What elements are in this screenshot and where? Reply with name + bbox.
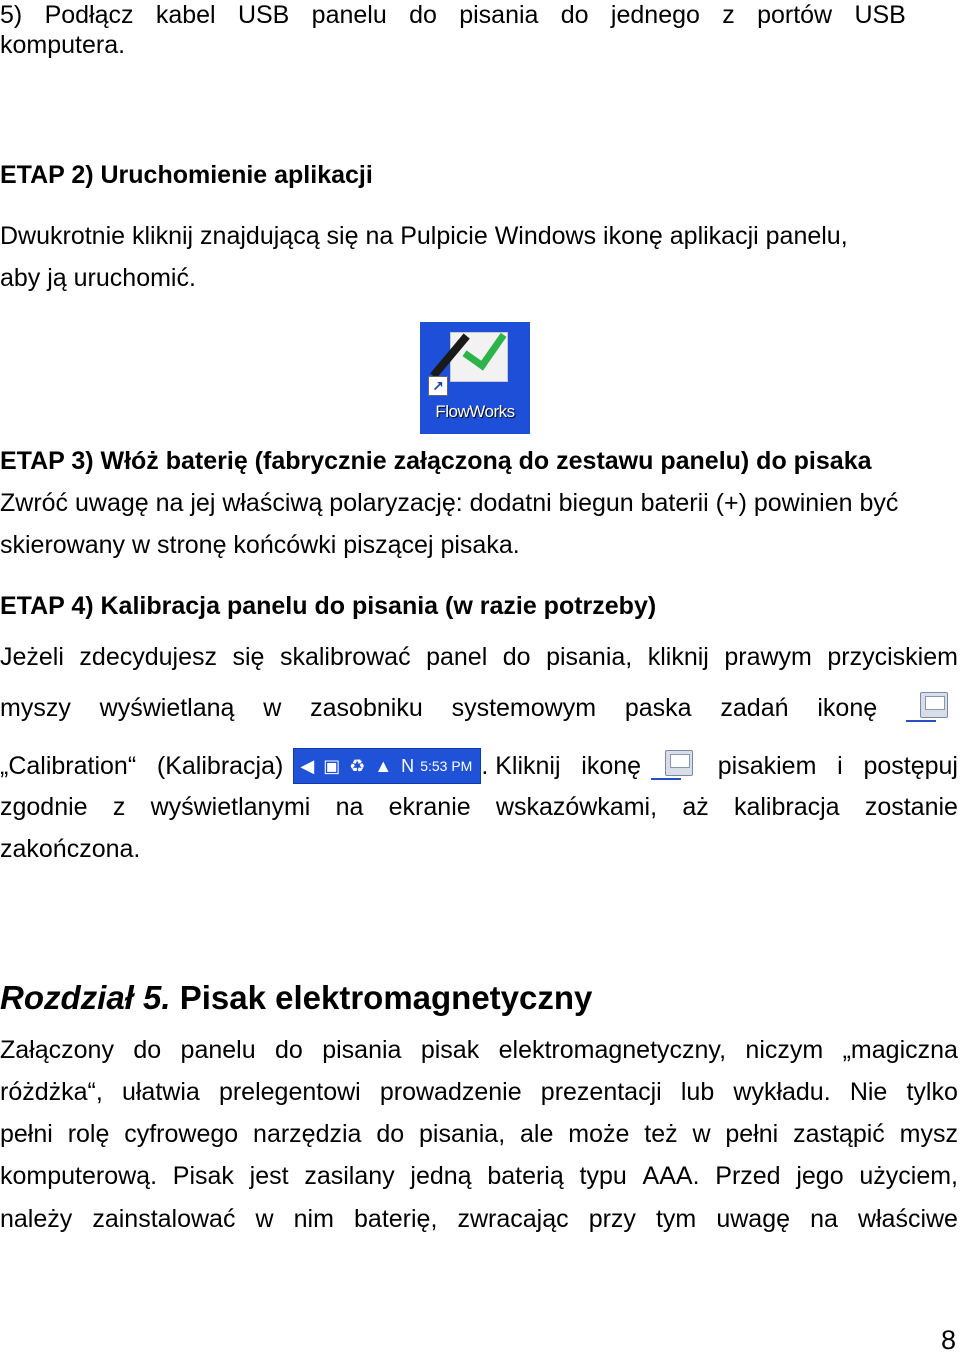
etap4-line4-word: zgodnie xyxy=(0,793,88,821)
etap2-line1: Dwukrotnie kliknij znajdującą się na Pulpicie Windows ikonę aplikacji panelu, xyxy=(0,222,848,250)
chapter-line1-word: do xyxy=(275,1036,303,1064)
chapter-line5-word: tym xyxy=(655,1205,697,1233)
chapter-line5-word: baterię, xyxy=(354,1205,438,1233)
etap4-line4-word: zostanie xyxy=(864,793,958,821)
chapter-line4-word: użyciem, xyxy=(859,1162,958,1190)
etap4-line1-word: się xyxy=(232,643,265,671)
chapter-line1-word: elektromagnetyczny, xyxy=(498,1036,727,1064)
chapter-line1-word: niczym xyxy=(745,1036,824,1064)
chapter-title: Pisak elektromagnetyczny xyxy=(170,979,593,1016)
chapter-line3-word: może xyxy=(568,1120,630,1148)
step5-line1-word: kabel xyxy=(155,1,216,29)
chapter-line2-word: lub xyxy=(680,1078,715,1106)
chapter-line5-word: właściwe xyxy=(857,1205,958,1233)
chapter-line2-word: prowadzenie xyxy=(379,1078,522,1106)
step5-line1-word: jednego xyxy=(610,1,700,29)
chapter-line1-word: „magiczna xyxy=(842,1036,958,1064)
shortcut-arrow-icon: ↗ xyxy=(428,376,448,396)
chapter-line2-word: ułatwia xyxy=(121,1078,200,1106)
etap2-heading: ETAP 2) Uruchomienie aplikacji xyxy=(0,161,373,189)
chapter-line4-word: AAA. xyxy=(642,1162,700,1190)
etap3-line1: Zwróć uwagę na jej właściwą polaryzację: dodatni biegun baterii (+) powinien być xyxy=(0,489,899,517)
calibration-quote: „Calibration“ xyxy=(0,752,137,780)
etap4-line1-word: do xyxy=(502,643,531,671)
chapter-line4 xyxy=(0,1161,958,1191)
step5-line1-word: do xyxy=(409,1,437,29)
chapter-line1-word: pisak xyxy=(420,1036,480,1064)
etap4-line1-word: prawym xyxy=(724,643,812,671)
chapter-line2-word: prezentacji xyxy=(540,1078,662,1106)
chapter-line4-word: jest xyxy=(249,1162,289,1190)
chapter-line3-word: rolę xyxy=(67,1120,110,1148)
chapter-line2-word: prelegentowi xyxy=(218,1078,361,1106)
chapter-heading xyxy=(0,980,958,1016)
etap4-line1-word: skalibrować xyxy=(279,643,411,671)
step5-line1-word: 5) xyxy=(0,1,23,29)
step5-line1-word: USB xyxy=(237,1,290,29)
etap4-line1-word: kliknij xyxy=(647,643,709,671)
etap4-line4-word: wskazówkami, xyxy=(495,793,658,821)
chapter-line2-word: różdżka“, xyxy=(0,1078,103,1106)
chapter-line5-word: nim xyxy=(293,1205,334,1233)
app-icon-caption: FlowWorks xyxy=(435,402,515,421)
chapter-line1-word: Załączony xyxy=(0,1036,114,1064)
chapter-line5-word: w xyxy=(255,1205,274,1233)
chapter-line3-word: w xyxy=(692,1120,711,1148)
step5-line1-word: panelu xyxy=(311,1,387,29)
etap3-heading: ETAP 3) Włóż baterię (fabrycznie załączoną do zestawu panelu) do pisaka xyxy=(0,447,872,475)
chapter-line3 xyxy=(0,1119,958,1149)
chapter-line5-word: przy xyxy=(588,1205,636,1233)
step5-line1-word: do xyxy=(560,1,589,29)
etap3-line2: skierowany w stronę końcówki piszącej pisaka. xyxy=(0,531,520,559)
etap4-line1-word: przyciskiem xyxy=(827,643,958,671)
etap4-line4-word: z xyxy=(112,793,126,821)
chapter-line5-word: należy xyxy=(0,1205,73,1233)
chapter-line4-word: Przed xyxy=(715,1162,781,1190)
etap4-line1-word: Jeżeli xyxy=(0,643,64,671)
etap4-line1-word: pisania, xyxy=(546,643,633,671)
etap4-line2-w3: zasobniku xyxy=(310,694,423,722)
etap4-line3-i: i xyxy=(837,752,843,780)
chapter-line5-word: uwagę xyxy=(716,1205,790,1233)
tray-clock: 5:53 PM xyxy=(420,758,473,774)
etap4-line2-w1: wyświetlaną xyxy=(99,694,235,722)
step5-line2: komputera. xyxy=(0,31,126,59)
etap4-line4-word: ekranie xyxy=(388,793,471,821)
etap4-line2 xyxy=(0,692,952,724)
chapter-line1-word: do xyxy=(133,1036,162,1064)
etap4-line2-w6: zadań xyxy=(720,694,789,722)
chapter-line2 xyxy=(0,1077,958,1107)
calibration-icon[interactable] xyxy=(906,692,952,724)
etap4-line2-w5: paska xyxy=(624,694,692,722)
etap4-line1-word: zdecydujesz xyxy=(79,643,217,671)
etap4-line3 xyxy=(0,748,958,784)
chapter-line3-word: mysz xyxy=(899,1120,958,1148)
step5-line1-word: pisania xyxy=(459,1,539,29)
etap4-line3-click: . Kliknij xyxy=(481,752,561,780)
etap4-line4-word: wyświetlanymi xyxy=(150,793,311,821)
etap4-line3-postepuj: postępuj xyxy=(863,752,958,780)
chapter-line4-word: komputerową. xyxy=(0,1162,158,1190)
chapter-line3-word: też xyxy=(644,1120,678,1148)
chapter-line3-word: do xyxy=(376,1120,405,1148)
chapter-line1-word: pisania xyxy=(322,1036,402,1064)
chapter-line3-word: ale xyxy=(520,1120,554,1148)
etap4-line2-w4: systemowym xyxy=(451,694,597,722)
etap4-line2-w2: w xyxy=(263,694,282,722)
chapter-line5-word: na xyxy=(810,1205,838,1233)
step5-line1 xyxy=(0,0,906,30)
chapter-line2-word: tylko xyxy=(906,1078,958,1106)
etap4-line4-word: na xyxy=(335,793,364,821)
etap4-heading: ETAP 4) Kalibracja panelu do pisania (w razie potrzeby) xyxy=(0,592,657,620)
chapter-line3-word: pełni xyxy=(725,1120,779,1148)
etap4-line1-word: panel xyxy=(426,643,488,671)
calibration-pl: (Kalibracja) xyxy=(156,752,284,780)
chapter-line1 xyxy=(0,1035,958,1065)
etap4-line2-w0: myszy xyxy=(0,694,71,722)
chapter-line2-word: wykładu. xyxy=(733,1078,831,1106)
etap4-line3-pisakiem: pisakiem xyxy=(717,752,817,780)
etap4-line3-icon-group xyxy=(581,750,697,782)
chapter-line2-word: Nie xyxy=(849,1078,888,1106)
chapter-line3-word: zastąpić xyxy=(793,1120,885,1148)
step5-line1-word: portów xyxy=(757,1,833,29)
chapter-line3-word: cyfrowego xyxy=(124,1120,239,1148)
chapter-line4-word: baterią xyxy=(487,1162,564,1190)
etap4-line5: zakończona. xyxy=(0,835,141,863)
chapter-line1-word: panelu xyxy=(180,1036,256,1064)
chapter-line3-word: pisania, xyxy=(418,1120,506,1148)
step5-line1-word: Podłącz xyxy=(44,1,134,29)
chapter-line4-word: typu xyxy=(579,1162,627,1190)
chapter-line4-word: jego xyxy=(796,1162,844,1190)
step5-line1-word: USB xyxy=(854,1,906,29)
etap4-line4-word: kalibracja xyxy=(733,793,840,821)
chapter-line3-word: pełni xyxy=(0,1120,53,1148)
chapter-line3-word: narzędzia xyxy=(253,1120,362,1148)
flowworks-app-icon[interactable] xyxy=(420,322,530,434)
monitor-icon xyxy=(920,692,948,718)
chapter-line5-word: zainstalować xyxy=(92,1205,236,1233)
chapter-line5 xyxy=(0,1204,958,1234)
system-tray-image xyxy=(293,748,481,784)
chapter-label: Rozdział 5. xyxy=(0,979,171,1016)
step5-line1-word: z xyxy=(722,1,735,29)
etap4-line3-tray-group xyxy=(157,748,561,784)
chapter-line5-word: zwracając xyxy=(457,1205,569,1233)
calibration-icon-inline[interactable] xyxy=(651,750,697,782)
etap4-line1 xyxy=(0,642,958,672)
chapter-line4-word: zasilany xyxy=(304,1162,395,1190)
etap4-line4-word: aż xyxy=(682,793,709,821)
page-number: 8 xyxy=(940,1325,956,1355)
etap4-line4 xyxy=(0,792,958,822)
etap2-line2: aby ją uruchomić. xyxy=(0,264,196,292)
chapter-line4-word: jedną xyxy=(410,1162,472,1190)
etap4-line2-w7: ikonę xyxy=(817,694,878,722)
chapter-line4-word: Pisak xyxy=(172,1162,234,1190)
tray-icons: ◀ ▣ ♻ ▲ N xyxy=(300,756,417,776)
etap4-line3-ikone: ikonę xyxy=(581,752,642,780)
monitor-icon xyxy=(665,750,693,776)
